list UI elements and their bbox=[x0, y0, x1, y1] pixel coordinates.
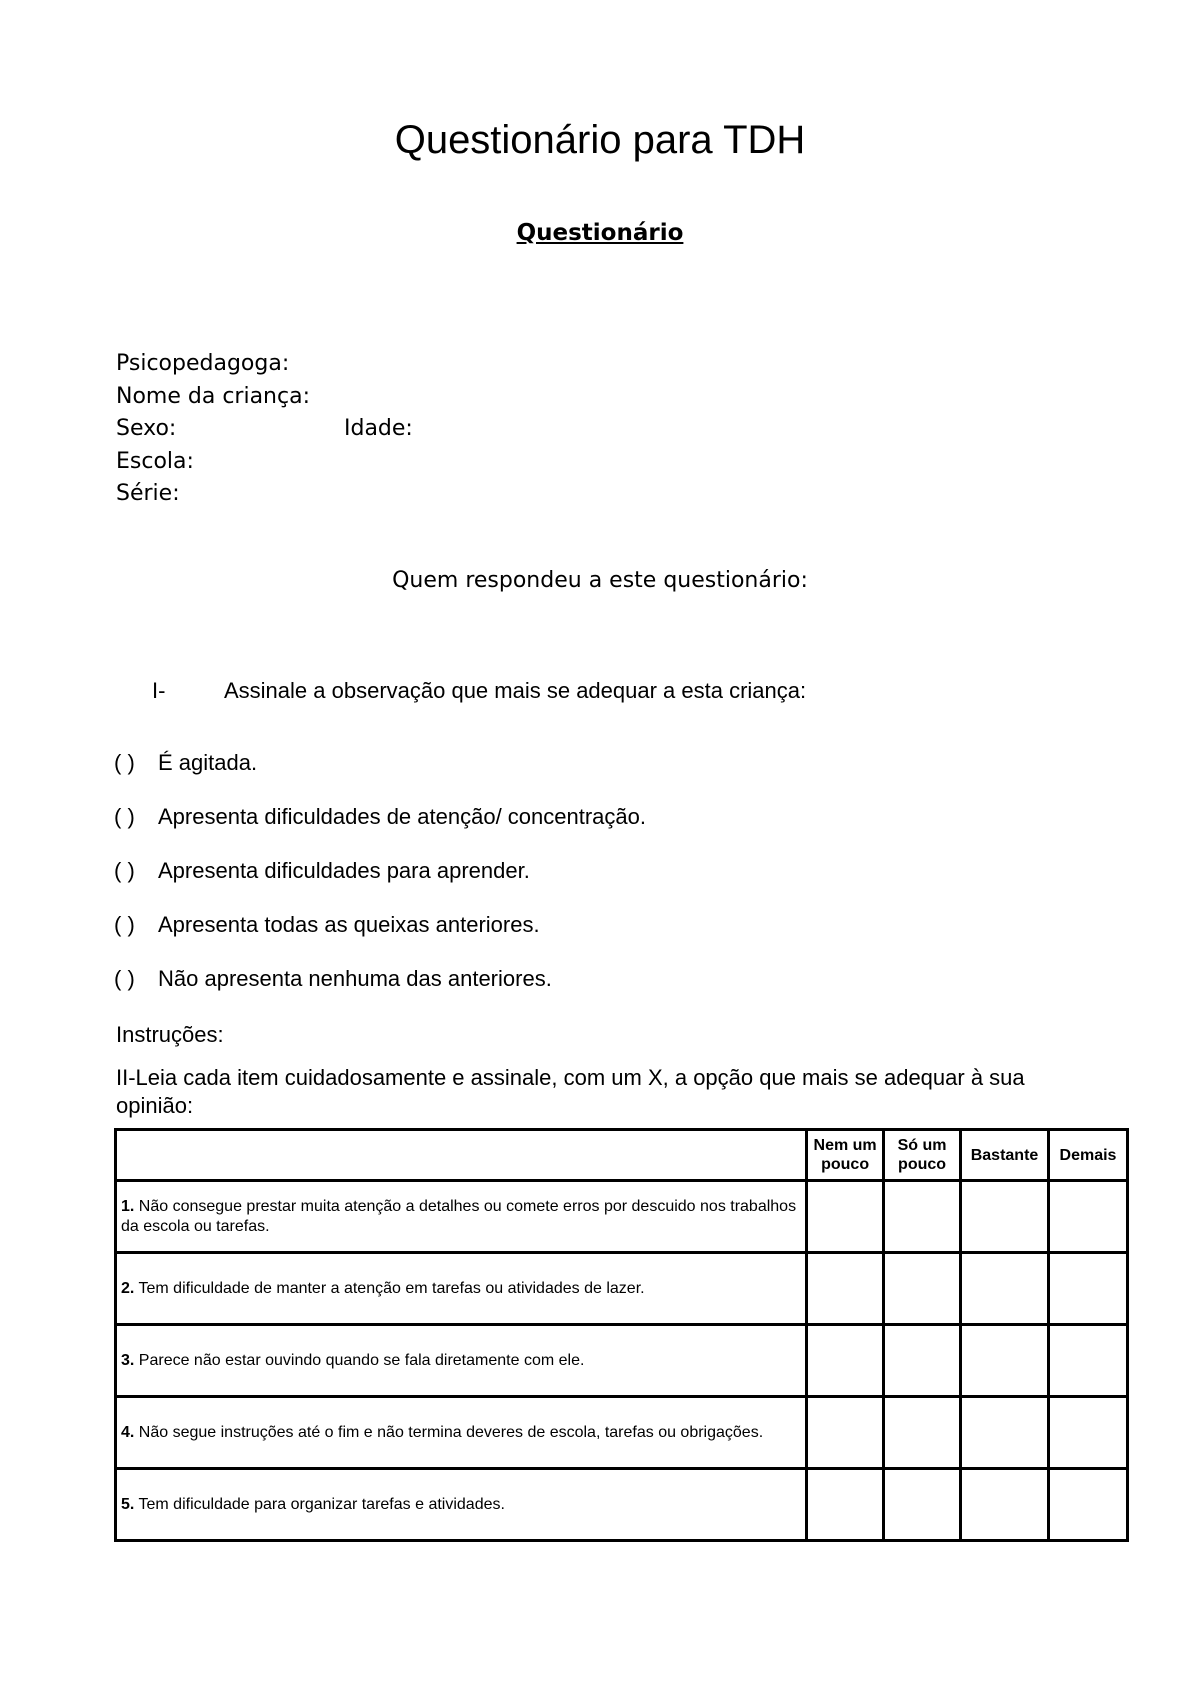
answer-cell[interactable] bbox=[807, 1325, 884, 1397]
option-item[interactable] bbox=[114, 858, 530, 884]
item-number: 1. bbox=[121, 1197, 135, 1215]
answer-cell[interactable] bbox=[807, 1253, 884, 1325]
field-label: Série: bbox=[116, 481, 180, 506]
item-text: Parece não estar ouvindo quando se fala diretamente com ele. bbox=[134, 1351, 585, 1369]
table-row bbox=[116, 1181, 1128, 1253]
answer-cell[interactable] bbox=[1049, 1469, 1128, 1541]
answer-cell[interactable] bbox=[884, 1181, 961, 1253]
answer-cell[interactable] bbox=[1049, 1181, 1128, 1253]
item-text: Tem dificuldade para organizar tarefas e atividades. bbox=[134, 1495, 505, 1513]
table-header-row bbox=[116, 1130, 1128, 1181]
answer-cell[interactable] bbox=[807, 1469, 884, 1541]
header-empty bbox=[116, 1130, 807, 1181]
option-checkbox[interactable]: ( ) bbox=[114, 966, 135, 991]
field-label: Psicopedagoga: bbox=[116, 351, 290, 376]
col-header: Só um pouco bbox=[884, 1130, 961, 1181]
answer-cell[interactable] bbox=[884, 1253, 961, 1325]
instructions-label: Instruções: bbox=[116, 1022, 224, 1047]
table-row bbox=[116, 1397, 1128, 1469]
field-nome bbox=[116, 381, 310, 414]
answer-cell[interactable] bbox=[1049, 1253, 1128, 1325]
answer-cell[interactable] bbox=[961, 1469, 1049, 1541]
option-text: Apresenta dificuldades de atenção/ concentração. bbox=[158, 804, 646, 829]
answer-cell[interactable] bbox=[961, 1397, 1049, 1469]
col-header: Bastante bbox=[961, 1130, 1049, 1181]
item-cell bbox=[116, 1181, 807, 1253]
answer-cell[interactable] bbox=[807, 1397, 884, 1469]
section-number: I- bbox=[152, 678, 166, 703]
col-header: Demais bbox=[1049, 1130, 1128, 1181]
section-instruction: Assinale a observação que mais se adequar a esta criança: bbox=[224, 678, 807, 703]
respondent-label: Quem respondeu a este questionário: bbox=[392, 568, 808, 593]
table-row bbox=[116, 1469, 1128, 1541]
option-text: Apresenta dificuldades para aprender. bbox=[158, 858, 530, 883]
item-number: 3. bbox=[121, 1351, 135, 1369]
field-escola bbox=[116, 446, 310, 479]
item-number: 5. bbox=[121, 1495, 135, 1513]
item-cell bbox=[116, 1397, 807, 1469]
answer-cell[interactable] bbox=[1049, 1325, 1128, 1397]
col-header: Nem um pouco bbox=[807, 1130, 884, 1181]
item-cell bbox=[116, 1469, 807, 1541]
field-label: Sexo: bbox=[116, 416, 177, 441]
item-number: 2. bbox=[121, 1279, 135, 1297]
table-row bbox=[116, 1253, 1128, 1325]
section-subtitle: Questionário bbox=[516, 220, 684, 246]
field-idade-label: Idade: bbox=[344, 416, 413, 441]
field-psicopedagoga bbox=[116, 348, 310, 381]
answer-cell[interactable] bbox=[961, 1325, 1049, 1397]
item-text: Não segue instruções até o fim e não termina deveres de escola, tarefas ou obrigações. bbox=[134, 1423, 764, 1441]
option-item[interactable] bbox=[114, 966, 552, 992]
item-text: Não consegue prestar muita atenção a detalhes ou comete erros por descuido nos trabalhos da escola ou tarefas. bbox=[121, 1197, 797, 1235]
option-text: Não apresenta nenhuma das anteriores. bbox=[158, 966, 552, 991]
option-item[interactable] bbox=[114, 912, 540, 938]
field-serie bbox=[116, 478, 310, 511]
item-cell bbox=[116, 1325, 807, 1397]
item-cell bbox=[116, 1253, 807, 1325]
field-label: Escola: bbox=[116, 448, 194, 474]
table-row bbox=[116, 1325, 1128, 1397]
info-fields bbox=[116, 348, 413, 511]
option-item[interactable] bbox=[114, 804, 646, 830]
page-title: Questionário para TDH bbox=[394, 118, 806, 162]
option-checkbox[interactable]: ( ) bbox=[114, 750, 135, 775]
answer-cell[interactable] bbox=[884, 1397, 961, 1469]
option-text: Apresenta todas as queixas anteriores. bbox=[158, 912, 540, 937]
option-text: É agitada. bbox=[158, 750, 258, 775]
item-text: Tem dificuldade de manter a atenção em tarefas ou atividades de lazer. bbox=[134, 1279, 645, 1297]
item-number: 4. bbox=[121, 1423, 135, 1441]
questionnaire-table bbox=[114, 1128, 1129, 1542]
field-label: Nome da criança: bbox=[116, 383, 310, 409]
answer-cell[interactable] bbox=[807, 1181, 884, 1253]
answer-cell[interactable] bbox=[884, 1325, 961, 1397]
instructions-text: II-Leia cada item cuidadosamente e assinale, com um X, a opção que mais se adequar à sua opinião: bbox=[116, 1065, 1025, 1118]
answer-cell[interactable] bbox=[961, 1253, 1049, 1325]
option-item[interactable] bbox=[114, 750, 257, 776]
option-checkbox[interactable]: ( ) bbox=[114, 858, 135, 883]
option-checkbox[interactable]: ( ) bbox=[114, 804, 135, 829]
option-checkbox[interactable]: ( ) bbox=[114, 912, 135, 937]
answer-cell[interactable] bbox=[961, 1181, 1049, 1253]
answer-cell[interactable] bbox=[884, 1469, 961, 1541]
field-sexo bbox=[116, 413, 413, 446]
answer-cell[interactable] bbox=[1049, 1397, 1128, 1469]
